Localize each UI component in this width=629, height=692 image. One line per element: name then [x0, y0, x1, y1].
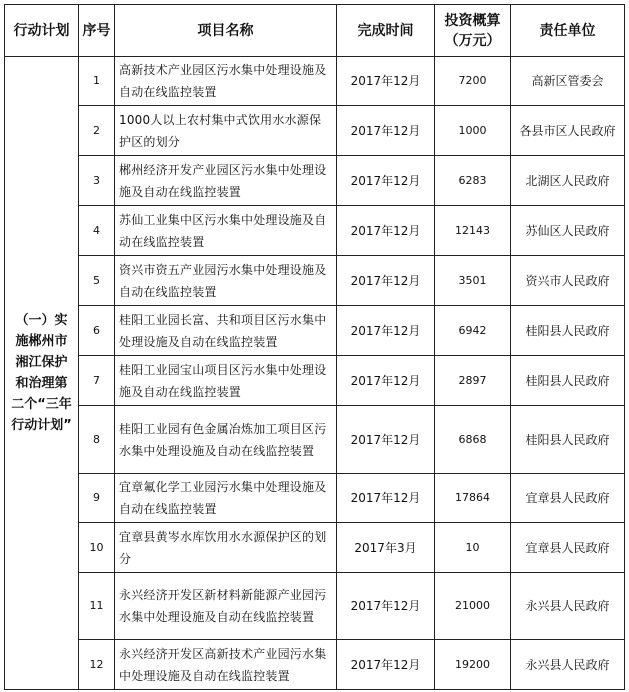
- table-row: [5, 306, 625, 356]
- header-time: 完成时间: [337, 5, 435, 57]
- time-cell: 2017年12月: [337, 57, 435, 106]
- header-unit: 责任单位: [511, 5, 625, 57]
- project-name-cell: 郴州经济开发产业园区污水集中处理设施及自动在线监控装置: [115, 156, 337, 206]
- seq-cell: 4: [79, 206, 115, 256]
- project-name-cell: 永兴经济开发区高新技术产业园污水集中处理设施及自动在线监控装置: [115, 640, 337, 690]
- project-name-cell: 桂阳工业园有色金属冶炼加工项目区污水集中处理设施及自动在线监控装置: [115, 406, 337, 474]
- seq-cell: 3: [79, 156, 115, 206]
- time-cell: 2017年12月: [337, 406, 435, 474]
- table-row: [5, 356, 625, 406]
- project-name-cell: 桂阳工业园长富、共和项目区污水集中处理设施及自动在线监控装置: [115, 306, 337, 356]
- table-row: [5, 474, 625, 523]
- unit-cell: 桂阳县人民政府: [511, 406, 625, 474]
- seq-cell: 12: [79, 640, 115, 690]
- table-row: [5, 156, 625, 206]
- time-cell: 2017年12月: [337, 106, 435, 156]
- header-row: [5, 5, 625, 57]
- invest-cell: 17864: [435, 474, 511, 523]
- time-cell: 2017年12月: [337, 156, 435, 206]
- project-name-cell: 苏仙工业集中区污水集中处理设施及自动在线监控装置: [115, 206, 337, 256]
- seq-cell: 8: [79, 406, 115, 474]
- invest-cell: 19200: [435, 640, 511, 690]
- seq-cell: 6: [79, 306, 115, 356]
- unit-cell: 宜章县人民政府: [511, 523, 625, 573]
- invest-cell: 6283: [435, 156, 511, 206]
- project-name-cell: 资兴市资五产业园污水集中处理设施及自动在线监控装置: [115, 256, 337, 306]
- invest-cell: 10: [435, 523, 511, 573]
- invest-cell: 6942: [435, 306, 511, 356]
- unit-cell: 永兴县人民政府: [511, 640, 625, 690]
- project-table: [4, 4, 625, 690]
- time-cell: 2017年12月: [337, 306, 435, 356]
- time-cell: 2017年12月: [337, 640, 435, 690]
- invest-cell: 12143: [435, 206, 511, 256]
- unit-cell: 北湖区人民政府: [511, 156, 625, 206]
- header-invest: 投资概算（万元）: [435, 5, 511, 57]
- header-seq: 序号: [79, 5, 115, 57]
- seq-cell: 10: [79, 523, 115, 573]
- header-name: 项目名称: [115, 5, 337, 57]
- project-name-cell: 宜章氟化学工业园污水集中处理设施及自动在线监控装置: [115, 474, 337, 523]
- seq-cell: 2: [79, 106, 115, 156]
- project-name-cell: 宜章县黄岑水库饮用水水源保护区的划分: [115, 523, 337, 573]
- seq-cell: 7: [79, 356, 115, 406]
- invest-cell: 1000: [435, 106, 511, 156]
- invest-cell: 3501: [435, 256, 511, 306]
- unit-cell: 苏仙区人民政府: [511, 206, 625, 256]
- unit-cell: 各县市区人民政府: [511, 106, 625, 156]
- invest-cell: 2897: [435, 356, 511, 406]
- time-cell: 2017年12月: [337, 573, 435, 640]
- table-row: [5, 206, 625, 256]
- unit-cell: 桂阳县人民政府: [511, 356, 625, 406]
- time-cell: 2017年12月: [337, 356, 435, 406]
- table-row: [5, 106, 625, 156]
- table-row: [5, 523, 625, 573]
- unit-cell: 宜章县人民政府: [511, 474, 625, 523]
- seq-cell: 9: [79, 474, 115, 523]
- unit-cell: 桂阳县人民政府: [511, 306, 625, 356]
- plan-cell: （一）实施郴州市湘江保护和治理第二个“三年行动计划”: [5, 57, 79, 690]
- seq-cell: 5: [79, 256, 115, 306]
- time-cell: 2017年12月: [337, 206, 435, 256]
- unit-cell: 永兴县人民政府: [511, 573, 625, 640]
- time-cell: 2017年3月: [337, 523, 435, 573]
- table-row: [5, 640, 625, 690]
- table-row: [5, 406, 625, 474]
- invest-cell: 21000: [435, 573, 511, 640]
- invest-cell: 7200: [435, 57, 511, 106]
- header-plan: 行动计划: [5, 5, 79, 57]
- time-cell: 2017年12月: [337, 256, 435, 306]
- project-name-cell: 桂阳工业园宝山项目区污水集中处理设施及自动在线监控装置: [115, 356, 337, 406]
- invest-cell: 6868: [435, 406, 511, 474]
- seq-cell: 1: [79, 57, 115, 106]
- project-name-cell: 永兴经济开发区新材料新能源产业园污水集中处理设施及自动在线监控装置: [115, 573, 337, 640]
- project-name-cell: 高新技术产业园区污水集中处理设施及自动在线监控装置: [115, 57, 337, 106]
- seq-cell: 11: [79, 573, 115, 640]
- unit-cell: 资兴市人民政府: [511, 256, 625, 306]
- table-row: [5, 573, 625, 640]
- table-row: [5, 256, 625, 306]
- table-row: [5, 57, 625, 106]
- project-name-cell: 1000人以上农村集中式饮用水水源保护区的划分: [115, 106, 337, 156]
- unit-cell: 高新区管委会: [511, 57, 625, 106]
- time-cell: 2017年12月: [337, 474, 435, 523]
